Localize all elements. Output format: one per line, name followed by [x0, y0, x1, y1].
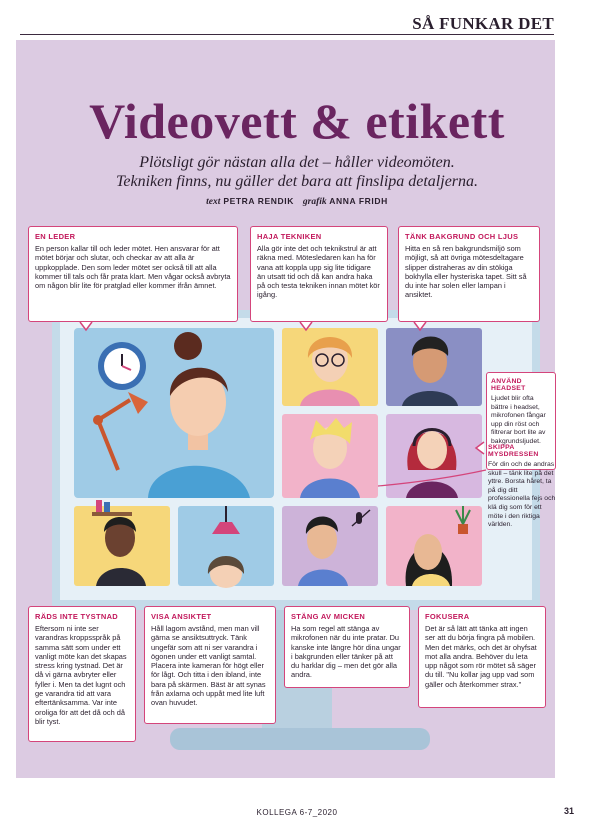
- tip-body: Eftersom ni inte ser varandras kroppsspråk på samma sätt som under ett vanligt möte kan det skapas stress kring tystnad. Det är då vi gärna avbryter eller fyller i. Men ta det lugnt och ge varandra tid att vara eftertänksamma. Var inte oroliga för att det då och då blir tyst.: [35, 624, 127, 726]
- monitor-base: [170, 728, 430, 750]
- tip-body: Det är så lätt att tänka att ingen ser att du börja fingra på mobilen. Men det märks, och det är ohyfsat mot alla andra. Behöver du leta upp något som rör mötet så säger du till. "Nu kollar jag upp vad som gäller och återkommer strax.": [425, 624, 537, 689]
- tip-body: Håll lagom avstånd, men man vill gärna se ansiktsuttryck. Tänk ungefär som att ni ser varandra i ögonen under ett vanligt samtal. Placera inte kameran för högt eller för lågt. Och titta i den ibland, inte bara på skärmen. Bäst är att synas från axlarna och uppåt med lite luft ovan huvudet.: [151, 624, 266, 708]
- tip-fokusera: [418, 606, 546, 708]
- lead-line-1: Plötsligt gör nästan alla det – håller videomöten.: [139, 154, 455, 171]
- clock-icon: [98, 342, 146, 390]
- tip-micken: [284, 606, 410, 688]
- tip-heading: EN LEDER: [35, 232, 76, 241]
- illustrator-name: ANNA FRIDH: [329, 196, 388, 206]
- graphic-credit-label: grafik: [302, 197, 327, 207]
- tip-heading: HAJA TEKNIKEN: [257, 232, 322, 241]
- tip-heading: RÄDS INTE TYSTNAD: [35, 612, 119, 621]
- tip-heading: STÄNG AV MICKEN: [291, 612, 366, 621]
- tip-heading: FOKUSERA: [425, 612, 470, 621]
- lead-line-2: Tekniken finns, nu gäller det bara att finslipa detaljerna.: [115, 173, 479, 190]
- tip-body: Ljudet blir ofta bättre i headset, mikrofonen fångar upp din röst och filtrerar bort lite av bakgrundsljudet.: [491, 395, 546, 445]
- author-name: PETRA RENDIK: [223, 196, 294, 206]
- tip-body: En person kallar till och leder mötet. Hen ansvarar för att mötet börjar och slutar, och checkar av att alla är uppkopplade. Den som leder mötet ser också till att alla kommer till tals och får prata klart. Men vågar också avbryta om någon blir lite för pratglad eller kommer ifrån ämnet.: [35, 244, 231, 291]
- tip-haja-tekniken: [250, 226, 388, 322]
- text-credit-label: text: [206, 197, 221, 207]
- tip-heading: TÄNK BAKGRUND OCH LJUS: [405, 232, 519, 241]
- tip-bakgrund-ljus: [398, 226, 540, 322]
- tip-mysdressen: [488, 444, 558, 530]
- tip-tystnad: [28, 606, 136, 742]
- footer-magazine: KOLLEGA 6-7_2020: [256, 808, 338, 817]
- tip-body: Ha som regel att stänga av mikrofonen när du inte pratar. Du kanske inte längre hör dina ungar i bakgrunden eller tänker på att du harklar dig – men det gör alla andra.: [291, 624, 401, 680]
- tip-body: Alla gör inte det och teknikstrul är att räkna med. Mötesledaren kan ha för vana att koppla upp sig lite tidigare än utsatt tid och då kan andra haka på och testa tekniken innan mötet kör igång.: [257, 244, 380, 300]
- section-label: SÅ FUNKAR DET: [412, 14, 554, 33]
- tip-heading: VISA ANSIKTET: [151, 612, 212, 621]
- tip-ansiktet: [144, 606, 276, 724]
- tip-body: Hitta en så ren bakgrundsmiljö som möjligt, så att övriga mötesdeltagare slipper distraheras av din stökiga bokhylla eller hysteriska tapet. Sitt så du inte har solen eller lampan i ansiktet.: [405, 244, 527, 300]
- page-number: 31: [563, 806, 574, 816]
- article-title: Videovett & etikett: [89, 93, 505, 149]
- tip-en-leder: [28, 226, 238, 322]
- tip-heading: ANVÄND HEADSET: [491, 378, 526, 392]
- tip-body: För din och de andras skull – tänk lite på det yttre. Borsta håret, ta på dig ditt professionella fejs och klä dig som för ett möte i den riktiga världen.: [488, 461, 556, 529]
- tip-heading: SKIPPA MYSDRESSEN: [488, 444, 539, 458]
